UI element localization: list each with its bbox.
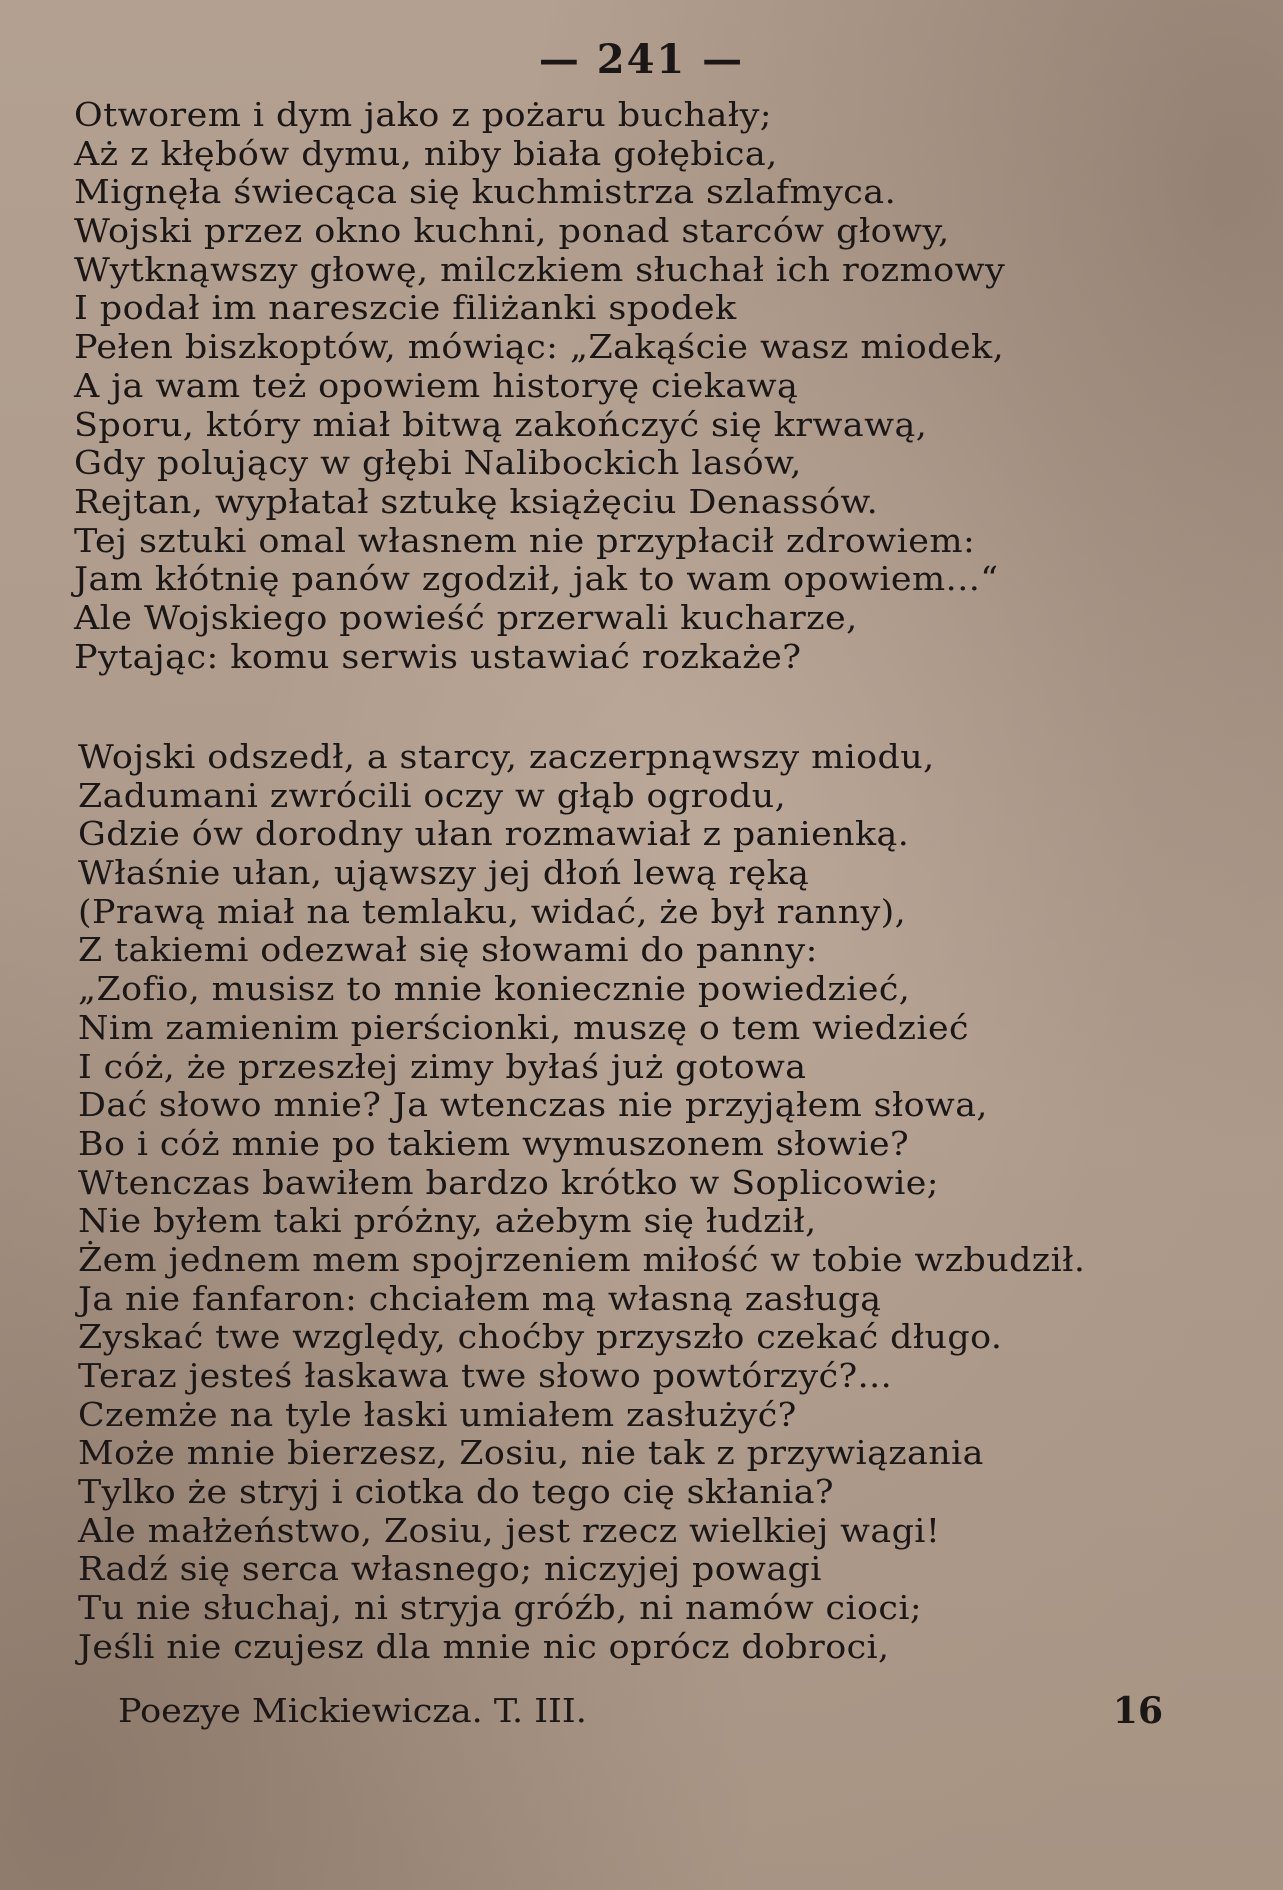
page-number: — 241 — (538, 36, 745, 83)
verse-line: Ja nie fanfaron: chciałem mą własną zasługą (78, 1278, 882, 1318)
verse-line: Czemże na tyle łaski umiałem zasłużyć? (78, 1394, 797, 1434)
verse-line: Jam kłótnię panów zgodził, jak to wam opowiem...“ (74, 559, 999, 599)
verse-line: Wojski odszedł, a starcy, zaczerpnąwszy miodu, (78, 737, 935, 776)
verse-line: Pełen biszkoptów, mówiąc: „Zakąście wasz miodek, (74, 327, 1005, 367)
verse-line: Wytknąwszy głowę, milczkiem słuchał ich rozmowy (74, 249, 1006, 289)
verse-line: Bo i cóż mnie po takiem wymuszonem słowie? (78, 1123, 910, 1163)
verse-line: Jeśli nie czujesz dla mnie nic oprócz dobroci, (78, 1626, 890, 1666)
verse-line: Nie byłem taki próżny, ażebym się łudził, (78, 1201, 817, 1241)
verse-line: I cóż, że przeszłej zimy byłaś już gotowa (78, 1046, 807, 1086)
verse-line: Może mnie bierzesz, Zosiu, nie tak z przywiązania (78, 1433, 984, 1473)
verse-line: Gdzie ów dorodny ułan rozmawiał z panienką. (78, 814, 910, 854)
verse-line: „Zofio, musisz to mnie koniecznie powiedzieć, (78, 969, 911, 1009)
verse-line: Nim zamienim pierścionki, muszę o tem wiedzieć (78, 1007, 969, 1047)
footer-signature: Poezye Mickiewicza. T. III. (118, 1691, 587, 1730)
stanza-1 (74, 95, 1006, 676)
verse-line: Tej sztuki omal własnem nie przypłacił zdrowiem: (74, 520, 976, 560)
verse-line: Dać słowo mnie? Ja wtenczas nie przyjąłem słowa, (78, 1085, 988, 1125)
verse-line: Radź się serca własnego; niczyjej powagi (78, 1549, 822, 1589)
verse-line: Właśnie ułan, ująwszy jej dłoń lewą ręką (78, 853, 810, 893)
verse-line: Wtenczas bawiłem bardzo krótko w Soplicowie; (78, 1162, 939, 1202)
verse-line: Wojski przez okno kuchni, ponad starców głowy, (74, 211, 950, 251)
verse-line: I podał im nareszcie filiżanki spodek (74, 288, 737, 328)
verse-line: A ja wam też opowiem historyę ciekawą (74, 365, 799, 405)
verse-line: (Prawą miał na temlaku, widać, że był ranny), (78, 891, 907, 931)
verse-line: Ale Wojskiego powieść przerwali kucharze, (74, 597, 858, 637)
verse-line: Pytając: komu serwis ustawiać rozkaże? (74, 636, 802, 676)
sheet-number: 16 (1112, 1690, 1163, 1732)
verse-line: Ale małżeństwo, Zosiu, jest rzecz wielkiej wagi! (78, 1510, 941, 1550)
verse-line: Zadumani zwrócili oczy w głąb ogrodu, (78, 775, 787, 815)
verse-line: Teraz jesteś łaskawa twe słowo powtórzyć?... (78, 1356, 893, 1395)
verse-line: Gdy polujący w głębi Nalibockich lasów, (74, 443, 802, 483)
verse-line: Tylko że stryj i ciotka do tego cię skłania? (78, 1472, 834, 1512)
verse-line: Rejtan, wypłatał sztukę książęciu Denassów. (74, 481, 879, 521)
verse-line: Żem jednem mem spojrzeniem miłość w tobie wzbudził. (78, 1239, 1086, 1279)
stanza-2 (78, 737, 1086, 1667)
verse-line: Z takiemi odezwał się słowami do panny: (78, 930, 818, 970)
verse-line: Sporu, który miał bitwą zakończyć się krwawą, (74, 404, 928, 444)
verse-line: Tu nie słuchaj, ni stryja gróźb, ni namów cioci; (78, 1588, 923, 1628)
verse-line: Zyskać twe względy, choćby przyszło czekać długo. (78, 1317, 1003, 1357)
verse-line: Mignęła świecąca się kuchmistrza szlafmyca. (74, 172, 897, 212)
verse-line: Aż z kłębów dymu, niby biała gołębica, (74, 133, 778, 173)
verse-line: Otworem i dym jako z pożaru buchały; (74, 95, 772, 134)
